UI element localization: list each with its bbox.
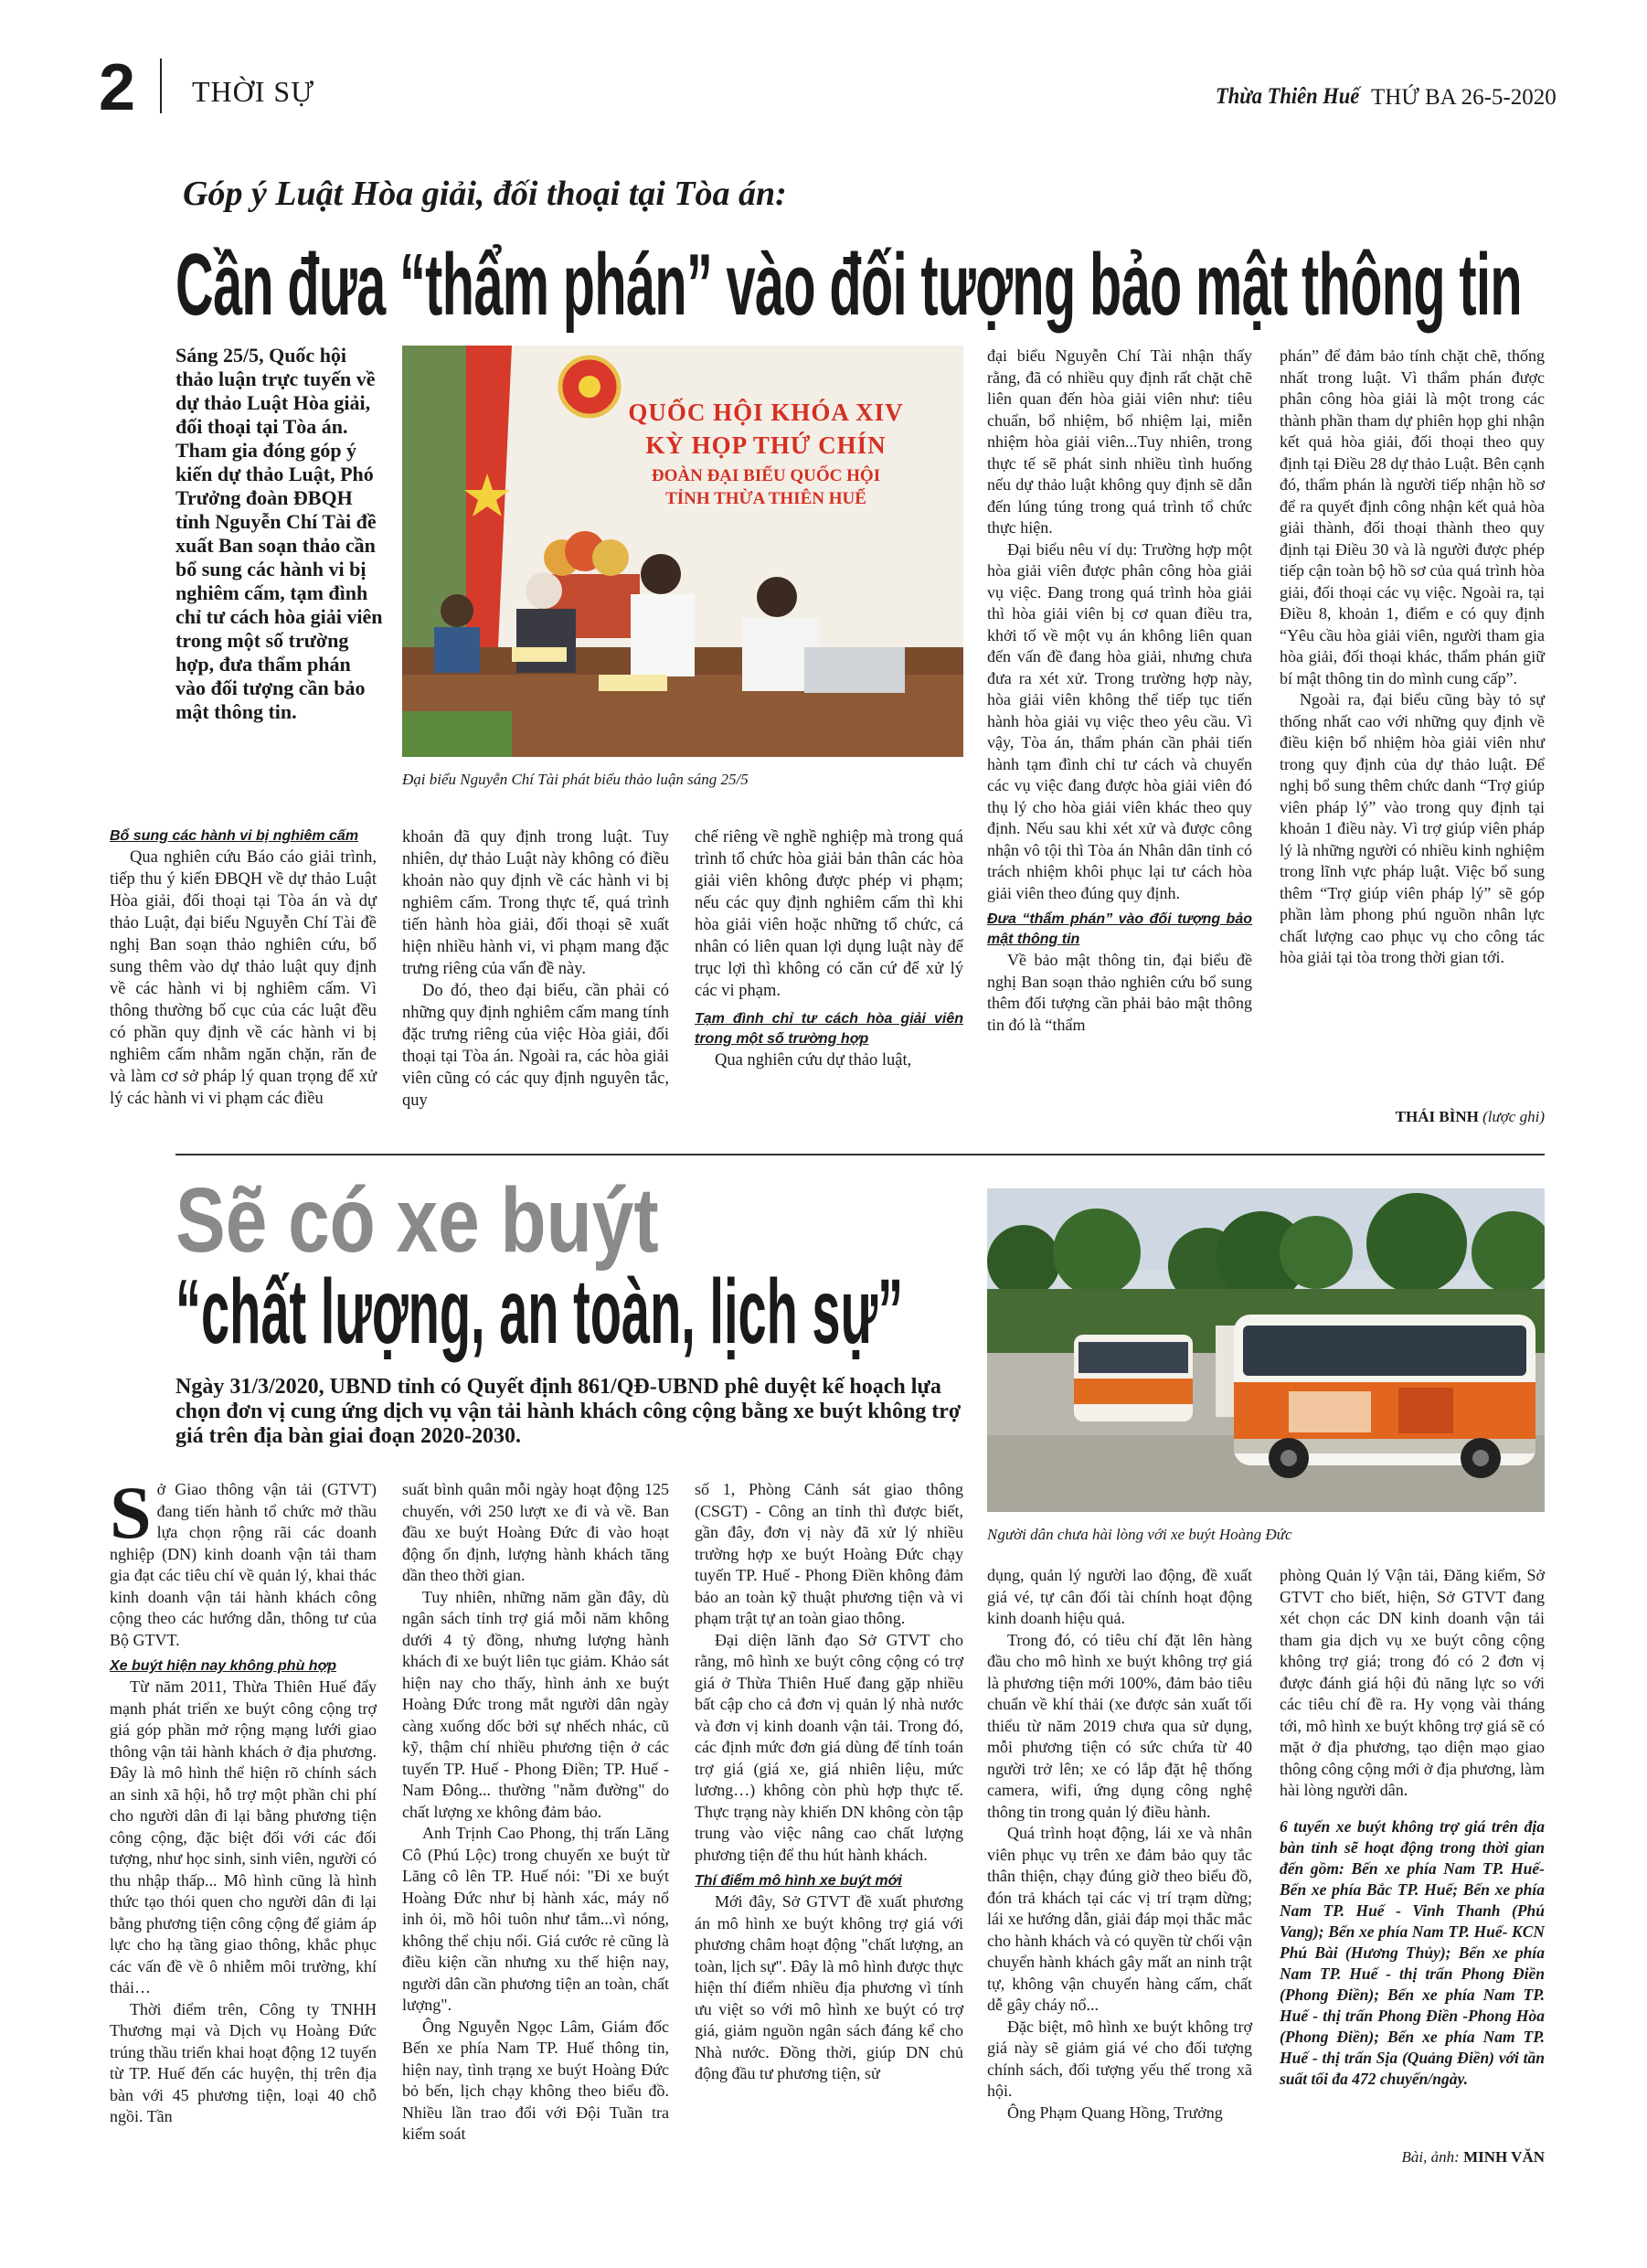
article1-column-1 — [110, 826, 377, 1110]
article1-column-4 — [987, 346, 1252, 1036]
article1-byline-note: (lược ghi) — [1482, 1108, 1545, 1125]
article2-column-1 — [110, 1471, 377, 2128]
photo-banner-line1: QUỐC HỘI KHÓA XIV — [628, 399, 904, 426]
article2-column-4 — [987, 1565, 1252, 2124]
article2-author: MINH VĂN — [1463, 2148, 1545, 2166]
article2-paragraph: Từ năm 2011, Thừa Thiên Huế đẩy mạnh phát triển xe buýt công cộng trợ giá góp phần mở rộng mạng lưới giao thông vận tải hành khách ở địa phương. Đây là mô hình thể hiện rõ chính sách an sinh xã hội, hỗ trợ một phần chi phí cho người dân đi lại bằng phương tiện công cộng, đặc biệt đối với các đối tượng, như học sinh, sinh viên, người có thu nhập thấp... Mô hình cũng là hình thức tạo thói quen cho người dân đi lại bằng phương tiện công cộng để giảm áp lực cho hạ tầng giao thông, khắc phục các vấn đề về ô nhiễm môi trường, khí thải… — [110, 1677, 377, 1996]
article1-paragraph: Qua nghiên cứu dự thảo luật, — [715, 1051, 912, 1070]
article1-lead: Sáng 25/5, Quốc hội thảo luận trực tuyến về dự thảo Luật Hòa giải, đối thoại tại Tòa án. Tham gia đóng góp ý kiến dự thảo Luật, Phó Trưởng đoàn ĐBQH tỉnh Nguyễn Chí Tài đề xuất Ban soạn thảo cần bổ sung các hành vi bị nghiêm cấm, tạm đình chỉ tư cách hòa giải viên trong một số trường hợp, đưa thẩm phán vào đối tượng cần bảo mật thông tin. — [175, 344, 383, 723]
article2-subheading-1: Xe buýt hiện nay không phù hợp — [110, 1658, 337, 1674]
article1-paragraph: khoản đã quy định trong luật. Tuy nhiên, dự thảo Luật này không có điều khoản nào quy định về các hành vi bị nghiêm cấm. Trong thực tế, quá trình tiến hành hòa giải, đối thoại sẽ xuất hiện nhiều hành vi, vi phạm mang đặc trưng riêng của vấn đề này. — [402, 828, 669, 978]
article2-paragraph: Ông Nguyễn Ngọc Lâm, Giám đốc Bến xe phía Nam TP. Huế thông tin, hiện nay, tình trạng xe buýt Hoàng Đức bỏ bến, lịch chạy không theo biểu đồ. Nhiều lần trao đổi với Đội Tuần tra kiểm soát — [402, 2017, 669, 2143]
article2-headline-line1: Sẽ có xe buýt — [175, 1169, 659, 1272]
article1-byline — [1280, 1108, 1545, 1126]
article1-headline: Cần đưa “thẩm phán” vào đối tượng bảo mật thông tin — [175, 236, 1522, 334]
article1-paragraph: Qua nghiên cứu Báo cáo giải trình, tiếp thu ý kiến ĐBQH về dự thảo Luật Hòa giải, đối thoại tại Tòa án và dự thảo Luật, đại biểu Nguyễn Chí Tài đề nghị Ban soạn thảo nghiên cứu, bổ sung thêm vào dự thảo luật quy định về các hành vi bị nghiêm cấm. Vì thông thường bố cục của các luật đều có phần quy định về các hành vi bị nghiêm cấm nhằm ngăn chặn, răn đe và làm cơ sở pháp lý quan trọng để xử lý các hành vi vi phạm các điều — [110, 848, 377, 1108]
bus-routes-note: 6 tuyến xe buýt không trợ giá trên địa bàn tỉnh sẽ hoạt động trong thời gian đến gồm: Bến xe phía Nam TP. Huế-Bến xe phía Bắc TP. Huế; Bến xe phía Nam TP. Huế - Vinh Thanh (Phú Vang); Bến xe phía Nam TP. Huế- KCN Phú Bài (Hương Thủy); Bến xe phía Nam TP. Huế - thị trấn Phong Điền (Phong Điền); Bến xe phía Nam TP. Huế - thị trấn Phong Điền -Phong Hòa (Phong Điền); Bến xe phía Nam TP. Huế - thị trấn Sịa (Quảng Điền) với tần suất tối đa 472 chuyến/ngày. — [1280, 1816, 1545, 2088]
article2-photo — [987, 1188, 1545, 1512]
article1-author: THÁI BÌNH — [1395, 1108, 1479, 1125]
article1-paragraph: Về bảo mật thông tin, đại biểu đề nghị Ban soạn thảo nghiên cứu bổ sung thêm đối tượng cần phải bảo mật thông tin đó là “thẩm — [987, 951, 1252, 1034]
section-divider — [175, 1154, 1545, 1155]
photo-banner-line4: TỈNH THỪA THIÊN HUẾ — [665, 489, 866, 508]
article1-kicker: Góp ý Luật Hòa giải, đối thoại tại Tòa án: — [183, 175, 787, 213]
article1-subheading-3: Đưa “thẩm phán” vào đối tượng bảo mật thông tin — [987, 911, 1252, 947]
article2-paragraph: phòng Quản lý Vận tải, Đăng kiểm, Sở GTVT cho biết, hiện, Sở GTVT đang xét chọn các DN kinh doanh vận tải tham gia dịch vụ xe buýt công cộng không trợ giá; trong đó có 2 đơn vị được đánh giá hội đủ năng lực so với các tiêu chí đề ra. Hy vọng vài tháng tới, mô hình xe buýt không trợ giá sẽ có mặt ở địa phương, tạo diện mạo giao thông công cộng mới ở địa phương, làm hài lòng người dân. — [1280, 1566, 1545, 1799]
article1-column-5 — [1280, 346, 1545, 969]
issue-date: THỨ BA 26-5-2020 — [1371, 85, 1557, 110]
article2-paragraph: Thời điểm trên, Công ty TNHH Thương mại và Dịch vụ Hoàng Đức trúng thầu triển khai hoạt động 12 tuyến từ TP. Huế đến các huyện, thị trên địa bàn với 45 phương tiện, loại 40 chỗ ngồi. Tần — [110, 1999, 377, 2125]
article2-column-5 — [1280, 1565, 1545, 2090]
article2-paragraph: dụng, quản lý người lao động, đề xuất giá vé, tự cân đối tài chính hoạt động kinh doanh hiệu quả. — [987, 1566, 1252, 1627]
article2-paragraph — [110, 1471, 377, 1651]
article1-subheading-1: Bổ sung các hành vi bị nghiêm cấm — [110, 828, 359, 844]
photo-banner-line3: ĐOÀN ĐẠI BIỂU QUỐC HỘI — [651, 466, 881, 485]
article2-paragraph: Tuy nhiên, những năm gần đây, dù ngân sách tỉnh trợ giá mỗi năm không dưới 4 tỷ đồng, nhưng lượng hành khách đi xe buýt liên tục giảm. Khảo sát hiện nay cho thấy, hình ảnh xe buýt Hoàng Đức trong mắt người dân ngày càng xuống dốc bởi sự nhếch nhác, cũ kỹ, thậm chí nhiều phương tiện ở các tuyến TP. Huế - Phong Điền; TP. Huế - Nam Đông... thường "nằm đường" do chất lượng xe không đảm bảo. — [402, 1587, 669, 1821]
article1-subheading-2: Tạm đình chỉ tư cách hòa giải viên trong một số trường hợp — [695, 1011, 963, 1047]
article1-paragraph: đại biểu Nguyễn Chí Tài nhận thấy rằng, đã có nhiều quy định rất chặt chẽ liên quan đến hòa giải viên như: tiêu chuẩn, bổ nhiệm, bổ nhiệm lại, miễn nhiệm hòa giải viên...Tuy nhiên, trong thực tế sẽ phát sinh nhiều tình huống nếu dự thảo luật không quy định sẽ dẫn đến lúng túng trong quá trình tổ chức thực hiện. — [987, 346, 1252, 537]
article2-byline-label: Bài, ảnh: — [1401, 2148, 1460, 2166]
article1-column-3 — [695, 826, 963, 1071]
article1-paragraph: Ngoài ra, đại biểu cũng bày tỏ sự thống nhất cao với những quy định về điều kiện bổ nhiệm hòa giải viên như trong quy định của dự thảo luật. Để nghị bổ sung thêm chức danh “Trợ giúp viên pháp lý” vào trong quy định tại khoản 1 điều này. Vì trợ giúp viên pháp lý là những người có nhiều kinh nghiệm trong lĩnh vực pháp luật. Việc bổ sung thêm “Trợ giúp viên pháp lý” sẽ góp phần làm phong phú nguồn nhân lực chất lượng cao phục vụ cho công tác hòa giải tại tòa trong thời gian tới. — [1280, 690, 1545, 966]
newspaper-name: Thừa Thiên Huế — [1216, 84, 1360, 109]
article2-intro: ở Giao thông vận tải (GTVT) đang tiến hành tổ chức mở thầu lựa chọn rộng rãi các doanh nghiệp (DN) kinh doanh vận tải tham gia đạt các tiêu chí về quản lý, khai thác kinh doanh vận tải hành khách công cộng theo các hướng dẫn, thông tư của Bộ GTVT. — [110, 1480, 377, 1649]
article2-headline-line2: “chất lượng, an toàn, lịch sự” — [175, 1261, 904, 1363]
article2-paragraph: số 1, Phòng Cảnh sát giao thông (CSGT) - Công an tỉnh thì được biết, gần đây, đơn vị này đã xử lý nhiều trường hợp xe buýt Hoàng Đức chạy tuyến TP. Huế - Phong Điền không đảm bảo an toàn kỹ thuật phương tiện và vi phạm trật tự an toàn giao thông. — [695, 1480, 963, 1627]
bus-photo-illustration — [987, 1188, 1545, 1512]
article1-paragraph: chế riêng về nghề nghiệp mà trong quá trình tổ chức hòa giải bản thân các hòa giải viên không được phép vi phạm; nếu các quy định nghiêm cấm thì khi hòa giải viên hoặc những tổ chức, cá nhân có liên quan lợi dụng luật này để trục lợi thì không có căn cứ để xử lý các vi phạm. — [695, 828, 963, 1000]
article1-photo-caption: Đại biểu Nguyễn Chí Tài phát biểu thảo luận sáng 25/5 — [402, 771, 749, 788]
article2-paragraph: Quá trình hoạt động, lái xe và nhân viên phục vụ trên xe đảm bảo quy tắc thân thiện, chạy đúng giờ theo biểu đồ, đón trả khách tại các vị trí trạm dừng; lái xe hướng dẫn, giải đáp mọi thắc mắc cho hành khách và có quyền từ chối vận chuyển hành khách gây mất an ninh trật tự, không vận chuyển hàng cấm, chất dễ gây cháy nổ... — [987, 1824, 1252, 2014]
article2-photo-caption: Người dân chưa hài lòng với xe buýt Hoàng Đức — [987, 1526, 1292, 1543]
article2-dropcap: S — [110, 1471, 152, 1554]
article2-byline — [1280, 2148, 1545, 2167]
article2-paragraph: Đặc biệt, mô hình xe buýt không trợ giá này sẽ giảm giá vé cho đối tượng chính sách, đối tượng yếu thế trong xã hội. — [987, 2017, 1252, 2100]
article1-photo — [402, 346, 963, 757]
article2-paragraph: Anh Trịnh Cao Phong, thị trấn Lăng Cô (Phú Lộc) trong chuyến xe buýt từ Lăng cô lên TP. Huế nói: "Đi xe buýt Hoàng Đức như bị hành xác, máy nổ inh ỏi, mồ hôi tuôn như tắm...vì nóng, không thể chịu nổi. Giá cước rẻ cũng là điều kiện cần nhưng xu thế hiện nay, người dân cần phương tiện an toàn, chất lượng". — [402, 1824, 669, 2014]
article2-lead: Ngày 31/3/2020, UBND tỉnh có Quyết định 861/QĐ-UBND phê duyệt kế hoạch lựa chọn đơn vị cung ứng dịch vụ vận tải hành khách công cộng bằng xe buýt không trợ giá trên địa bàn giai đoạn 2020-2030. — [175, 1375, 962, 1448]
article1-column-2 — [402, 826, 669, 1112]
article1-paragraph: Do đó, theo đại biểu, cần phải có những quy định nghiêm cấm mang tính đặc trưng riêng của việc Hòa giải, đối thoại tại Tòa án. Ngoài ra, các hòa giải viên cũng có các quy định nguyên tắc, quy — [402, 982, 669, 1110]
article2-column-3 — [695, 1479, 963, 2085]
article2-subheading-2: Thí điểm mô hình xe buýt mới — [695, 1873, 902, 1889]
article2-column-2 — [402, 1479, 669, 2146]
section-title: THỜI SỰ — [192, 75, 315, 108]
article2-paragraph: Mới đây, Sở GTVT đề xuất phương án mô hình xe buýt không trợ giá với phương châm hoạt động "chất lượng, an toàn, lịch sự". Đây là mô hình được thực hiện thí điểm nhiều địa phương vì tính ưu việt so với mô hình xe buýt có trợ giá, giảm nguồn ngân sách đáng kể cho Nhà nước. Đồng thời, giúp DN chủ động đầu tư phương tiện, sử — [695, 1892, 963, 2082]
article1-paragraph: Đại biểu nêu ví dụ: Trường hợp một hòa giải viên được phân công hòa giải vụ việc. Đang trong quá trình hòa giải thì hòa giải viên bị cơ quan điều tra, khởi tố về một vụ án không liên quan đến vấn đề đang hòa giải, nhưng chưa đưa ra xét xử. Trong trường hợp này, hòa giải viên không thể tiếp tục tiến hành hòa giải vụ việc theo yêu cầu. Vì vậy, Tòa án, thẩm phán cần phải tiến hành tạm đình chỉ tư cách và chuyển các vụ việc đang được hòa giải viên đó thụ lý cho hòa giải viên khác theo quy định. Nếu sau khi xét xử và được công nhận vô tội thì Tòa án Nhân dân tỉnh có trách nhiệm khôi phục lại tư cách hòa giải viên theo đúng quy định. — [987, 539, 1252, 902]
article1-paragraph: phán” để đảm bảo tính chặt chẽ, thống nhất trong luật. Vì thẩm phán được phân công hòa giải là một trong các thành phần tham dự phiên họp ghi nhận kết quả hòa giải, đối thoại theo quy định tại Điều 28 dự thảo Luật. Bên cạnh đó, thẩm phán là người tiếp nhận hồ sơ để ra quyết định công nhận kết quả hòa giải thành, đối thoại thành theo quy định tại Điều 30 và là người được phép tiếp cận toàn bộ hồ sơ của quá trình hòa giải, đối thoại các vụ việc. Ngoài ra, tại Điều 8, khoản 1, điểm e có quy định “Yêu cầu hòa giải viên, người tham gia hòa giải, đối thoại khác, thẩm phán giữ bí mật thông tin do mình cung cấp”. — [1280, 346, 1545, 687]
photo-banner-line2: KỲ HỌP THỨ CHÍN — [645, 431, 887, 459]
header-divider — [160, 59, 162, 113]
page-number: 2 — [99, 51, 136, 124]
article2-paragraph: suất bình quân mỗi ngày hoạt động 125 chuyến, với 250 lượt xe đi và về. Ban đầu xe buýt Hoàng Đức đi vào hoạt động ổn định, lượng hành khách tăng dần theo thời gian. — [402, 1480, 669, 1584]
article2-paragraph: Đại diện lãnh đạo Sở GTVT cho rằng, mô hình xe buýt công cộng có trợ giá ở Thừa Thiên Huế đang gặp nhiều bất cập cho cả đơn vị quản lý nhà nước và đơn vị kinh doanh vận tải. Trong đó, các định mức đơn giá dùng để tính toán trợ giá (giá xe, giá nhiên liệu, mức lương…) không còn phù hợp thực tế. Thực trạng này khiến DN không còn tập trung vào việc nâng cao chất lượng phương tiện để thu hút hành khách. — [695, 1630, 963, 1864]
article2-paragraph: Trong đó, có tiêu chí đặt lên hàng đầu cho mô hình xe buýt không trợ giá là phương tiện mới 100%, đảm bảo tiêu chuẩn về khí thải (xe được sản xuất tối thiểu từ năm 2019 chưa qua sử dụng, mỗi phương tiện có sức chứa từ 40 người trở lên; xe có lắp đặt hệ thống camera, wifi, ứng dụng công nghệ thông tin trong quản lý điều hành. — [987, 1630, 1252, 1821]
article2-paragraph: Ông Phạm Quang Hồng, Trưởng — [1007, 2103, 1223, 2122]
